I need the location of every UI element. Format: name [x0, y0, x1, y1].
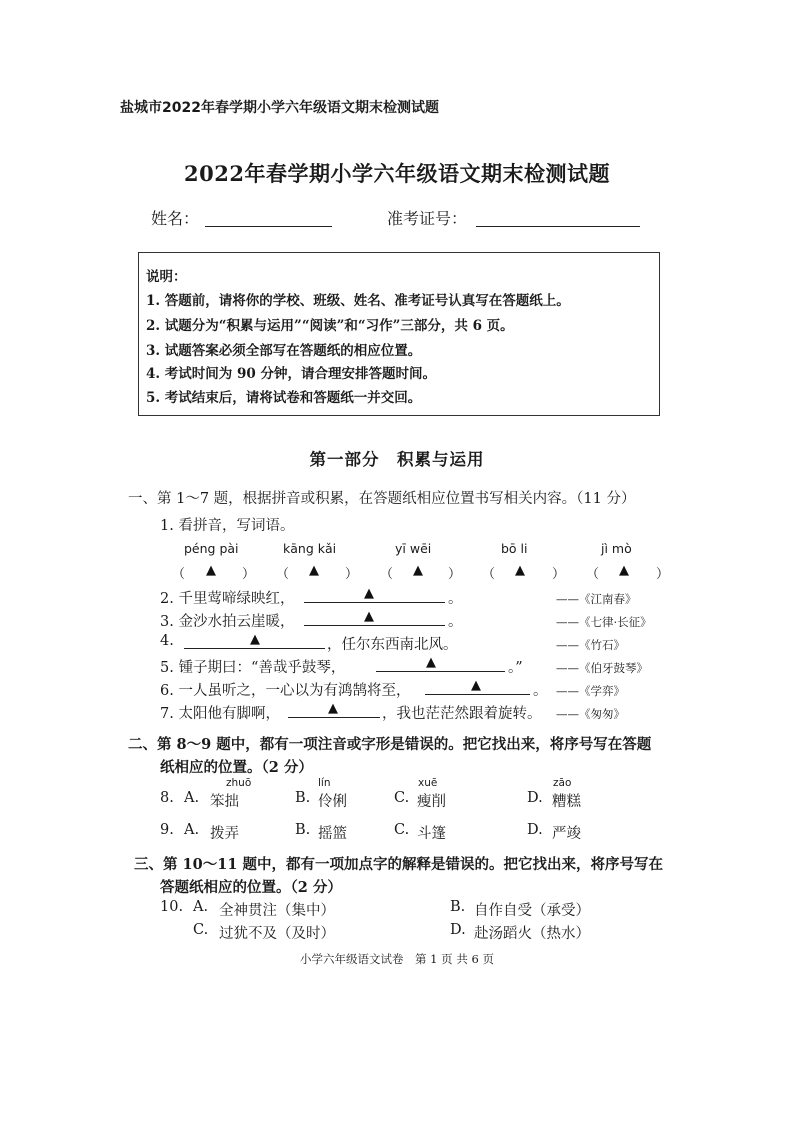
- question-group-one: 一、第 1～7 题，根据拼音或积累，在答题纸相应位置书写相关内容。（11 分）: [128, 491, 636, 507]
- answer-paren-open: （: [586, 567, 600, 582]
- pinyin-item: jì mò: [601, 541, 632, 556]
- question-prompt: 2. 千里莺啼绿映红，: [160, 591, 295, 607]
- answer-blank: [288, 717, 380, 718]
- pinyin-item: péng pài: [184, 541, 239, 556]
- poem-source: ——《七律·长征》: [556, 615, 652, 629]
- question-group-two: 二、第 8～9 题中，都有一项注音或字形是错误的。把它找出来，将序号写在答题: [128, 736, 652, 753]
- option-text: 斗篷: [417, 826, 446, 842]
- answer-blank: [304, 625, 445, 626]
- option-text: 瘦削: [417, 794, 446, 810]
- instruction-line: 1. 答题前，请将你的学校、班级、姓名、准考证号认真写在答题纸上。: [146, 293, 570, 309]
- option-text: 过犹不及（及时）: [219, 926, 335, 942]
- question-suffix: 。: [533, 683, 548, 699]
- answer-triangle-marker: ▲: [309, 563, 319, 578]
- question-suffix: 。: [448, 614, 463, 630]
- option-label: B.: [450, 899, 466, 915]
- pinyin-annotation: zhuō: [226, 777, 252, 789]
- instruction-line: 4. 考试时间为 90 分钟，请合理安排答题时间。: [146, 366, 436, 382]
- page-footer: 小学六年级语文试卷 第 1 页 共 6 页: [300, 952, 494, 966]
- exam-id-label: 准考证号：: [387, 209, 468, 228]
- name-blank: [205, 226, 332, 227]
- option-label: C.: [394, 822, 410, 838]
- question-suffix: ，我也茫茫然跟着旋转。: [382, 706, 542, 722]
- pinyin-annotation: zāo: [553, 777, 572, 789]
- option-text: 摇篮: [318, 826, 347, 842]
- question-prompt: 5. 锺子期曰：“善哉乎鼓琴，: [160, 660, 346, 676]
- option-label: D.: [450, 922, 466, 938]
- option-text: 拨弄: [210, 826, 239, 842]
- pinyin-annotation: lín: [318, 777, 331, 789]
- question-prompt: 4.: [160, 633, 174, 649]
- document-header-title: 盐城市2022年春学期小学六年级语文期末检测试题: [120, 100, 439, 116]
- question-1-prompt: 1. 看拼音，写词语。: [160, 518, 295, 534]
- answer-triangle-marker: ▲: [206, 563, 216, 578]
- instruction-line: 3. 试题答案必须全部写在答题纸的相应位置。: [146, 343, 422, 359]
- answer-triangle-marker: ▲: [364, 586, 374, 601]
- question-suffix: 。”: [508, 660, 523, 676]
- pinyin-item: yī wēi: [395, 541, 432, 556]
- answer-triangle-marker: ▲: [515, 563, 525, 578]
- poem-source: ——《竹石》: [556, 638, 625, 652]
- question-number: 8.: [160, 790, 174, 806]
- pinyin-item: kāng kǎi: [283, 541, 337, 556]
- question-number: 10.: [160, 899, 184, 915]
- section-title: 第一部分 积累与运用: [309, 450, 485, 469]
- pinyin-item: bō li: [501, 541, 528, 556]
- name-label: 姓名：: [151, 209, 200, 228]
- poem-source: ——《伯牙鼓琴》: [556, 661, 648, 675]
- answer-blank: [304, 602, 445, 603]
- question-prompt: 6. 一人虽听之，一心以为有鸿鹄将至，: [160, 683, 411, 699]
- question-prompt: 7. 太阳他有脚啊，: [160, 706, 280, 722]
- exam-title: 2022年春学期小学六年级语文期末检测试题: [184, 161, 610, 186]
- pinyin-annotation: xuē: [418, 777, 438, 789]
- option-label: C.: [193, 922, 209, 938]
- answer-blank: [184, 648, 325, 649]
- poem-source: ——《匆匆》: [556, 707, 625, 721]
- option-label: A.: [184, 822, 200, 838]
- question-group-two-cont: 纸相应的位置。（2 分）: [160, 759, 313, 776]
- answer-paren-close: ）: [242, 567, 256, 582]
- answer-paren-open: （: [276, 567, 290, 582]
- option-label: A.: [184, 790, 200, 806]
- instruction-line: 2. 试题分为“积累与运用”“阅读”和“习作”三部分，共 6 页。: [146, 318, 514, 334]
- question-number: 9.: [160, 822, 174, 838]
- option-label: D.: [527, 790, 543, 806]
- option-text: 自作自受（承受）: [474, 903, 590, 919]
- answer-triangle-marker: ▲: [413, 563, 423, 578]
- option-label: C.: [394, 790, 410, 806]
- answer-triangle-marker: ▲: [250, 632, 260, 647]
- answer-triangle-marker: ▲: [328, 701, 338, 716]
- option-label: B.: [295, 790, 311, 806]
- exam-id-blank: [476, 226, 640, 227]
- poem-source: ——《江南春》: [556, 592, 637, 606]
- answer-paren-close: ）: [552, 567, 566, 582]
- instructions-heading: 说明：: [146, 269, 187, 285]
- question-suffix: ，任尔东西南北风。: [327, 637, 458, 653]
- answer-paren-close: ）: [345, 567, 359, 582]
- option-text: 伶俐: [318, 794, 347, 810]
- answer-blank: [376, 671, 505, 672]
- option-text: 全神贯注（集中）: [219, 903, 335, 919]
- option-text: 糟糕: [552, 794, 581, 810]
- question-group-three-cont: 答题纸相应的位置。（2 分）: [160, 879, 342, 896]
- answer-triangle-marker: ▲: [471, 678, 481, 693]
- option-text: 笨拙: [210, 794, 239, 810]
- answer-triangle-marker: ▲: [426, 655, 436, 670]
- answer-paren-close: ）: [656, 567, 670, 582]
- option-text: 赴汤蹈火（热水）: [474, 926, 590, 942]
- answer-paren-close: ）: [448, 567, 462, 582]
- option-text: 严竣: [552, 826, 581, 842]
- instruction-line: 5. 考试结束后，请将试卷和答题纸一并交回。: [146, 390, 422, 406]
- answer-paren-open: （: [380, 567, 394, 582]
- option-label: A.: [193, 899, 209, 915]
- answer-blank: [425, 694, 530, 695]
- question-suffix: 。: [448, 591, 463, 607]
- question-prompt: 3. 金沙水拍云崖暖，: [160, 614, 295, 630]
- option-label: D.: [527, 822, 543, 838]
- option-label: B.: [295, 822, 311, 838]
- answer-paren-open: （: [172, 567, 186, 582]
- answer-triangle-marker: ▲: [364, 609, 374, 624]
- poem-source: ——《学弈》: [556, 684, 625, 698]
- question-group-three: 三、第 10～11 题中，都有一项加点字的解释是错误的。把它找出来，将序号写在: [134, 856, 663, 873]
- answer-paren-open: （: [482, 567, 496, 582]
- answer-triangle-marker: ▲: [619, 563, 629, 578]
